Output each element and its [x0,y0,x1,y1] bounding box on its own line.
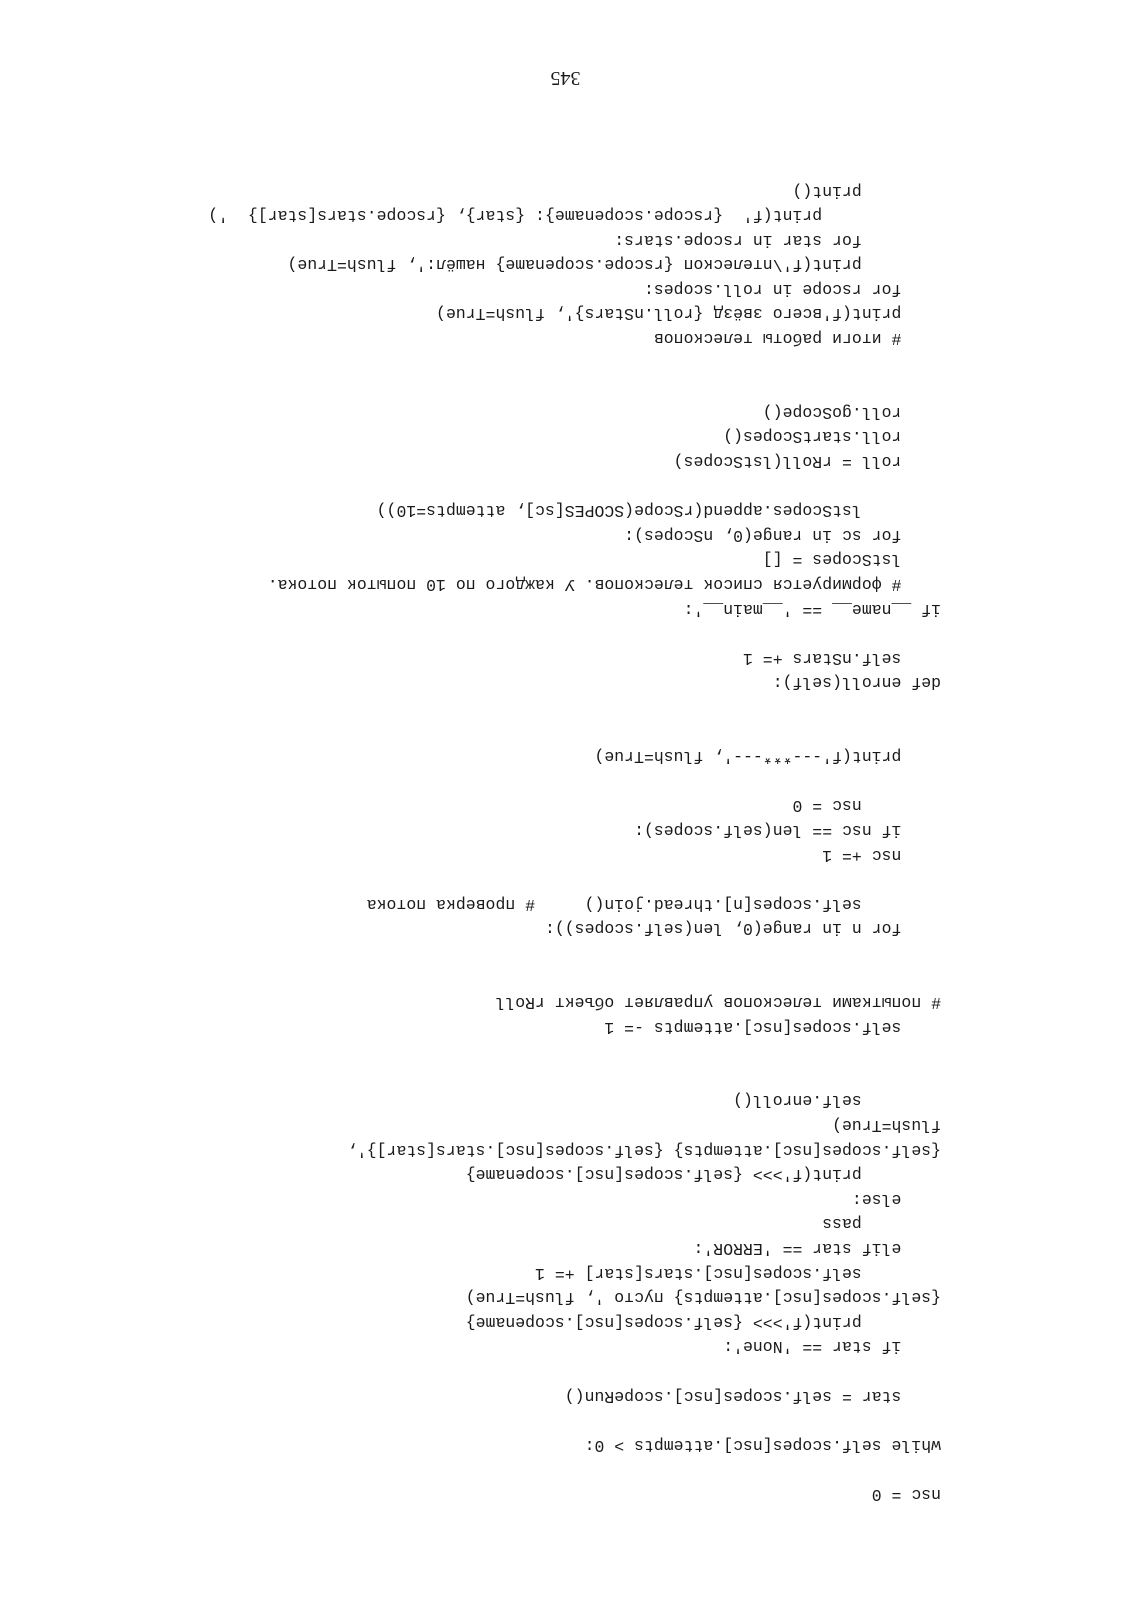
code-line: print(f' {rscope.scopename}: {star}, {rscope.stars[star]} ') [208,206,941,226]
code-line: roll = rRoll(lstScopes) [673,452,941,472]
code-blank-line [208,1408,941,1433]
code-line: roll.goScope() [762,402,941,422]
code-line: # итоги работы телескопов [653,329,941,349]
code-line: self.scopes[nsc].attempts -= 1 [604,1017,941,1037]
code-line: print(f'всего звёзд {roll.nStars}', flush=True) [436,304,941,324]
code-blank-line [208,768,941,793]
code-line: self.scopes[nsc].stars[star] += 1 [535,1263,941,1283]
code-line: nsc = 0 [871,1485,941,1504]
code-blank-line [208,1457,941,1482]
code-blank-line [208,350,941,375]
code-line: {self.scopes[nsc].attempts} пусто ', flush=True) [465,1288,941,1308]
code-blank-line [208,1039,941,1064]
code-line: while self.scopes[nsc].attempts > 0: [584,1435,941,1455]
code-line: elif star == 'ERROR': [693,1239,941,1259]
code-line: print(f'>>> {self.scopes[nsc].scopename} [465,1165,941,1185]
code-line: self.enroll() [733,1091,941,1111]
code-blank-line [208,719,941,744]
code-blank-line [208,621,941,646]
code-line: self.scopes[n].thread.join() # проверка потока [366,894,941,914]
code-blank-line [208,1063,941,1088]
code-line: roll.startScopes() [723,427,941,447]
code-line: nsc = 0 [792,796,941,816]
code-blank-line [208,473,941,498]
code-blank-line [208,965,941,990]
code-line: for n in range(0, len(self.scopes)): [544,919,941,939]
code-line: lstScopes = [] [762,550,941,570]
code-line: pass [822,1214,941,1234]
code-line: def enroll(self): [772,673,941,693]
code-line: self.nStars += 1 [742,648,941,668]
code-line: else: [851,1189,941,1209]
code-line: if nsc == len(self.scopes): [634,820,941,840]
code-line: # попытками телескопов управляет объект rRoll [495,993,941,1013]
code-blank-line [208,867,941,892]
code-line: if __name__ == '__main__': [683,599,941,619]
code-line: nsc += 1 [822,845,941,865]
page-number: 345 [550,67,581,89]
code-line: if star == 'None': [723,1337,941,1357]
code-line: star = self.scopes[nsc].scopeRun() [564,1386,941,1406]
code-line: for rscope in roll.scopes: [643,279,941,299]
code-line: print(f'\nтелескоп {rscope.scopename} нашёл:', flush=True) [287,255,941,275]
code-line: print(f'>>> {self.scopes[nsc].scopename} [465,1312,941,1332]
code-listing [208,178,941,1506]
code-line: # формируется список телескопов. У каждого по 10 попыток потока. [267,575,941,595]
code-line: for star in rscope.stars: [614,230,941,250]
code-line: lstScopes.append(rScope(SCOPES[sc], attempts=10)) [376,501,941,521]
code-line: for sc in range(0, nScopes): [624,525,941,545]
code-line: print() [792,181,941,201]
code-line: flush=True) [832,1116,941,1136]
code-blank-line [208,1358,941,1383]
code-line: print(f'---***---', flush=True) [594,747,941,767]
code-blank-line [208,375,941,400]
code-blank-line [208,940,941,965]
code-blank-line [208,694,941,719]
code-line: {self.scopes[nsc].attempts} {self.scopes[nsc].stars[star]}', [346,1140,941,1160]
